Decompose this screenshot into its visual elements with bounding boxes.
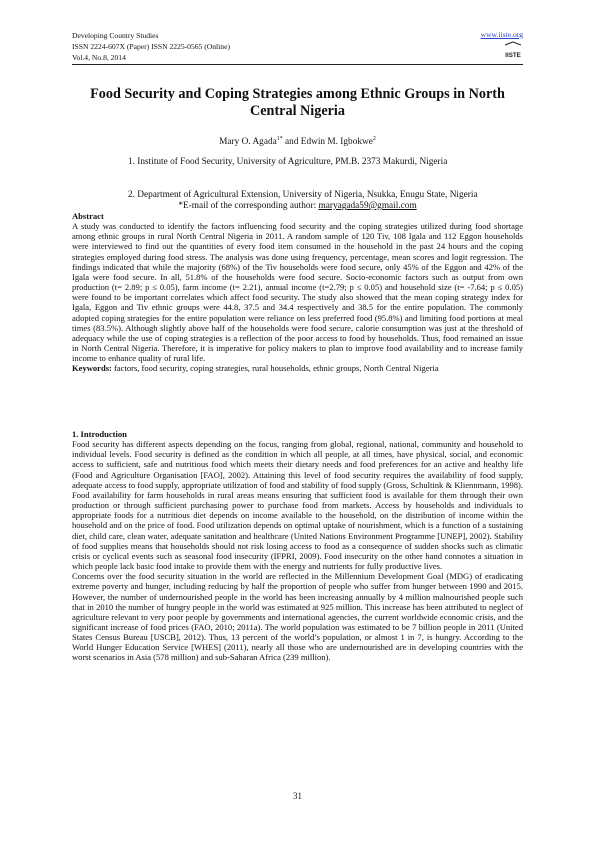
journal-url-link[interactable]: www.iiste.org: [480, 30, 523, 39]
abstract-heading: Abstract: [72, 211, 104, 221]
author-2-mark: 2: [372, 136, 376, 142]
email-link[interactable]: maryagada59@gmail.com: [318, 201, 417, 211]
affiliation-1: 1. Institute of Food Security, University of Agriculture, PM.B. 2373 Makurdi, Nigeria: [128, 157, 448, 167]
introduction-paragraph-1: Food security has different aspects depending on the focus, ranging from global, regional, national, community and household to individual levels. Food security is defined as the condition in which all people, at all times, have physical, social, and economic access to sufficient, safe and nutritious food which meets their dietary needs and food preferences for an active and healthy life (Food and Agriculture Organisation [FAO], 2002). Attaining this level of food security requires the availability of food supply, adequate access to food supply, appropriate utilization of food and stability of food supply (Gross, Schultink & Kliennmann, 1998). Food availability for farm households in rural areas means ensuring that sufficient food is available for them through their own production or through sufficient purchasing power to purchase food from markets. Access by households and individuals to appropriate foods for a nutritious diet depends on income available to the household, on the distribution of income within the household and on the price of food. Food utilization depends on optimal uptake of nourishment, which is a function of a sustaining diet, child care, clean water, adequate sanitation and healthcare (United Nations Environment Programme [UNEP], 2002). Stability of food supplies means that households should not risk losing access to food as a consequence of sudden shocks such as climatic crisis or cyclical events such as seasonal food insecurity (IFPRI, 2009). Food insecurity on the other hand connotes a situation in which people lack basic food intake to provide them with the energy and nutrients for fully productive lives.: [72, 439, 523, 572]
running-header: [72, 30, 230, 63]
iiste-logo: [503, 41, 523, 61]
email-prefix: *E-mail of the corresponding author:: [178, 201, 319, 211]
keywords-label: Keywords:: [72, 363, 112, 374]
introduction-section: [72, 429, 523, 663]
affiliation-2: 2. Department of Agricultural Extension, University of Nigeria, Nsukka, Enugu State, Nigeria: [128, 190, 478, 200]
paper-title: Food Security and Coping Strategies among Ethnic Groups in North Central Nigeria: [90, 86, 505, 119]
journal-name: Developing Country Studies: [72, 31, 159, 40]
author-line: [72, 133, 523, 148]
introduction-paragraph-2: Concerns over the food security situation in the world are reflected in the Millennium Development Goal (MDG) of eradicating extreme poverty and hunger, including reducing by half the proportion of people who suffer from hunger between 1990 and 2015. However, the number of undernourished people in the world has been increasing annually by 4 million malnourished people such that in 2010 the number of hungry people in the world was estimated at 925 million. This increase has been attributed to neglect of agriculture relevant to very poor people by governments and international agencies, the current worldwide economic crisis, and the significant increase of food prices (FAO, 2010; 2011a). The world population was estimated to be 7 billion people in 2011 (United States Census Bureau [USCB], 2012). Thus, 13 percent of the world’s population, or almost 1 in 7, is hungry. According to the World Hunger Education Service [WHES] (2011), nearly all those who are undernourished are in developing countries with the worst scenarios in Asia (578 million) and sub-Saharan Africa (239 million).: [72, 571, 523, 663]
svg-text:IISTE: IISTE: [505, 52, 521, 59]
author-1: Mary O. Agada: [219, 137, 277, 148]
page-number: 31: [293, 791, 302, 801]
author-1-mark: 1*: [276, 136, 283, 142]
corresponding-email: [72, 201, 523, 211]
keywords-text: factors, food security, coping strategies, rural households, ethnic groups, North Central Nigeria: [111, 363, 439, 374]
abstract-section: [72, 211, 523, 374]
keywords-line: [72, 363, 523, 373]
author-2: and Edwin M. Igbokwe: [282, 137, 373, 148]
header-divider: [72, 64, 523, 65]
issn-line: ISSN 2224-607X (Paper) ISSN 2225-0565 (Online): [72, 42, 230, 51]
volume-line: Vol.4, No.8, 2014: [72, 53, 126, 62]
introduction-heading: 1. Introduction: [72, 429, 127, 439]
abstract-text: A study was conducted to identify the factors influencing food security and the coping strategies utilized during food shortage among ethnic groups in rural North Central Nigeria in 2011. A random sample of 120 Tiv, 108 Igala and 112 Eggon households were interviewed to find out the quantities of every food item consumed in the household in the past 24 hours and the coping strategies employed during food stress. The analysis was done using frequency, percentage, mean scores and logit regression. The findings indicated that while the majority (68%) of the Tiv households were food secure, only 45% of the Eggon and 42% of the Igala were food secure. In all, 51.8% of the households were food secure. Socio-economic factors such as output from own production (t= 2.89; p ≤ 0.05), farm income (t= 2.21), annual income (t=2.79; p ≤ 0.05) and household size (t= -7.64; p ≤ 0.05) were found to be important correlates which affect food security. The study also showed that the mean coping strategy index for Igala, Eggon and Tiv ethnic groups were 44.8, 37.5 and 34.4 respectively and 38.5 for the entire population. The commonly adopted coping strategies for the entire population were reliance on less preferred food (95.8%) and limiting food portions at meal times (83.5%). Although slightly above half of the households were food secure, calorie consumption was just at the threshold of adequacy while the use of coping strategies is a reflection of the poor access to food by households. Thus, food remained an issue in North Central Nigeria. Therefore, it is imperative for policy makers to plan to improve food availability and to increase family income to enhance quality of rural life.: [72, 221, 523, 364]
